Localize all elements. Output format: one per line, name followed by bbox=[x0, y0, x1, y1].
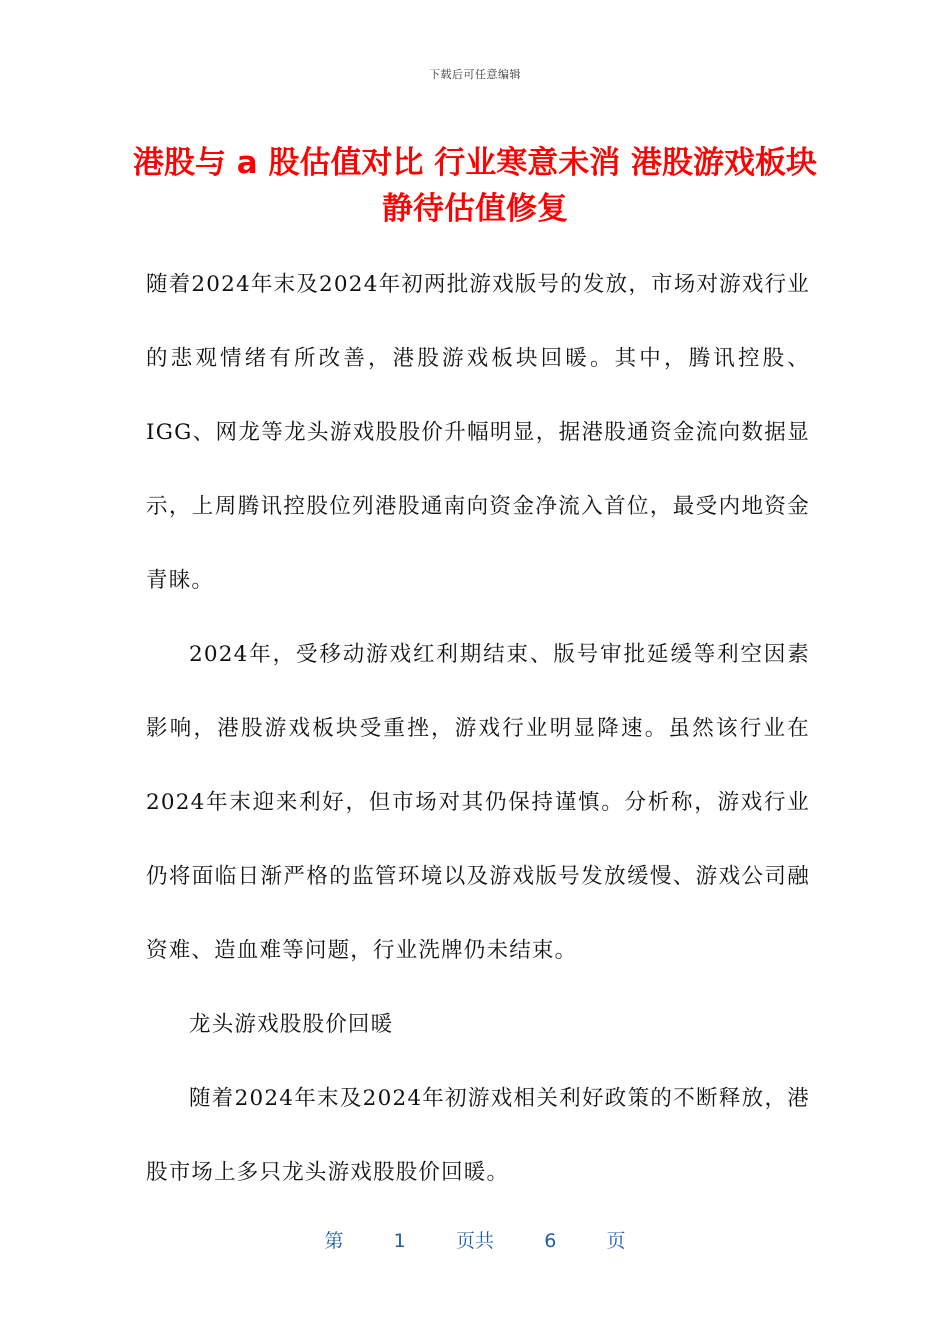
document-body bbox=[146, 248, 810, 1210]
page-number: 1 bbox=[393, 1230, 406, 1252]
page-label-prefix: 第 bbox=[324, 1230, 344, 1252]
total-pages: 6 bbox=[544, 1230, 557, 1252]
paragraph: 随着2024年末及2024年初两批游戏版号的发放，市场对游戏行业的悲观情绪有所改善，港股游戏板块回暖。其中，腾讯控股、IGG、网龙等龙头游戏股股价升幅明显，据港股通资金流向数据显示，上周腾讯控股位列港股通南向资金净流入首位，最受内地资金青睐。 bbox=[146, 272, 810, 593]
section-heading: 龙头游戏股股价回暖 bbox=[189, 1012, 394, 1037]
header-note: 下载后可任意编辑 bbox=[429, 68, 521, 81]
document-title: 港股与 a 股估值对比 行业寒意未消 港股游戏板块静待估值修复 bbox=[132, 145, 818, 227]
paragraph: 2024年，受移动游戏红利期结束、版号审批延缓等利空因素影响，港股游戏板块受重挫，游戏行业明显降速。虽然该行业在2024年末迎来利好，但市场对其仍保持谨慎。分析称，游戏行业仍将面临日渐严格的监管环境以及游戏版号发放缓慢、游戏公司融资难、造血难等问题，行业洗牌仍未结束。 bbox=[146, 642, 810, 963]
page-footer bbox=[0, 1226, 950, 1253]
page-label-mid: 页共 bbox=[455, 1230, 494, 1252]
page-label-suffix: 页 bbox=[606, 1230, 626, 1252]
paragraph: 随着2024年末及2024年初游戏相关利好政策的不断释放，港股市场上多只龙头游戏股股价回暖。 bbox=[146, 1086, 810, 1185]
